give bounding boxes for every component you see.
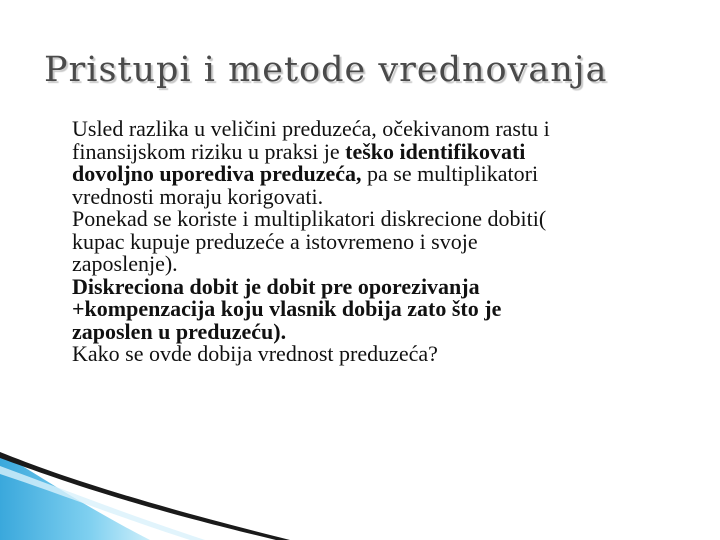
- slide-title: Pristupi i metode vrednovanja: [44, 50, 608, 90]
- text-line: [72, 273, 692, 299]
- text-line: [72, 253, 692, 276]
- text-line: [72, 138, 692, 164]
- bold-text-run: teško identifikovati: [345, 138, 526, 164]
- text-run: Usled razlika u veličini preduzeća, očekivanom rastu i: [72, 116, 550, 141]
- bold-text-run: +kompenzacija koju vlasnik dobija zato što je: [72, 296, 502, 321]
- text-run: vrednosti moraju korigovati.: [72, 183, 324, 209]
- text-run: kupac kupuje preduzeće a istovremeno i svoje: [72, 228, 478, 254]
- text-run: Ponekad se koriste i multiplikatori diskrecione dobiti(: [72, 206, 547, 231]
- text-run: zaposlenje).: [72, 251, 178, 276]
- bold-text-run: zaposlen u preduzeću).: [72, 318, 287, 344]
- text-run: Kako se ovde dobija vrednost preduzeća?: [72, 341, 438, 366]
- slide-body: [72, 118, 692, 366]
- text-line: [72, 208, 692, 231]
- text-run: finansijskom riziku u praksi je: [72, 138, 346, 164]
- wave-stripes-decoration: [0, 452, 300, 540]
- bold-text-run: Diskreciona dobit je dobit pre oporezivanja: [72, 273, 480, 299]
- text-line: [72, 228, 692, 254]
- text-line: [72, 298, 692, 321]
- bold-text-run: dovoljno uporediva preduzeća,: [72, 161, 362, 186]
- text-line: [72, 183, 692, 209]
- text-line: [72, 343, 692, 366]
- text-run: pa se multiplikatori: [361, 161, 539, 186]
- text-line: [72, 318, 692, 344]
- text-line: [72, 163, 692, 186]
- text-line: [72, 118, 692, 141]
